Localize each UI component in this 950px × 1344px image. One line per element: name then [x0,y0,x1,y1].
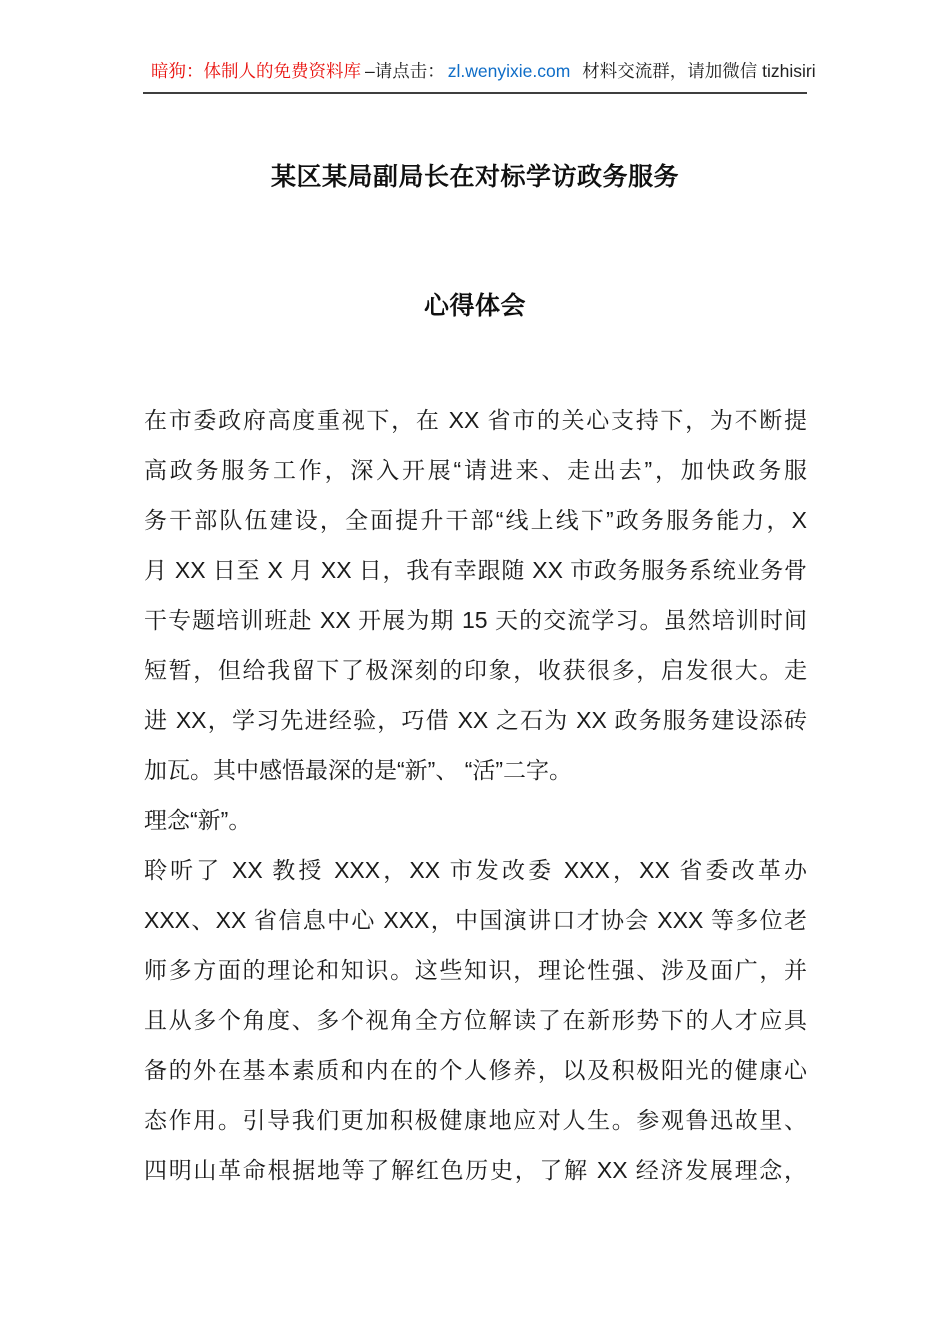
body-line: 在市委政府高度重视下，在 XX 省市的关心支持下，为不断提 [144,407,807,433]
body-line: 月 XX 日至 X 月 XX 日，我有幸跟随 XX 市政务服务系统业务骨 [144,557,807,583]
body-line: 加瓦。其中感悟最深的是“新”、 “活”二字。 [144,757,573,783]
promo-site-link[interactable]: zl.wenyixie.com [447,61,571,81]
body-line: XXX、XX 省信息中心 XXX，中国演讲口才协会 XXX 等多位老 [144,907,807,933]
body-line: 备的外在基本素质和内在的个人修养，以及积极阳光的健康心 [144,1057,807,1083]
document-subtitle: 心得体会 [423,292,526,320]
body-line: 理念“新”。 [144,807,252,833]
body-line: 进 XX，学习先进经验，巧借 XX 之石为 XX 政务服务建设添砖 [144,707,807,733]
body-line: 师多方面的理论和知识。这些知识，理论性强、涉及面广，并 [144,957,807,983]
body-line: 短暂，但给我留下了极深刻的印象，收获很多，启发很大。走 [144,657,807,683]
body-line: 四明山革命根据地等了解红色历史，了解 XX 经济发展理念， [144,1157,807,1183]
document-body [144,395,807,1195]
body-line: 干专题培训班赴 XX 开展为期 15 天的交流学习。虽然培训时间 [144,607,807,633]
body-line: 态作用。引导我们更加积极健康地应对人生。参观鲁迅故里、 [144,1107,807,1133]
body-line: 且从多个角度、多个视角全方位解读了在新形势下的人才应具 [144,1007,807,1033]
promo-site-label: 暗狗：体制人的免费资料库 [151,61,361,81]
promo-header [143,58,816,94]
body-line: 聆听了 XX 教授 XXX，XX 市发改委 XXX，XX 省委改革办 [144,857,807,883]
document-title: 某区某局副局长在对标学访政务服务 [270,163,679,191]
body-line: 务干部队伍建设，全面提升干部“线上线下”政务服务能力，X [144,507,807,533]
promo-group-note: 材料交流群，请加微信 tizhisiri [582,61,816,81]
body-line: 高政务服务工作，深入开展“请进来、走出去”，加快政务服 [144,457,807,483]
promo-click-prompt: –请点击： [365,61,445,81]
